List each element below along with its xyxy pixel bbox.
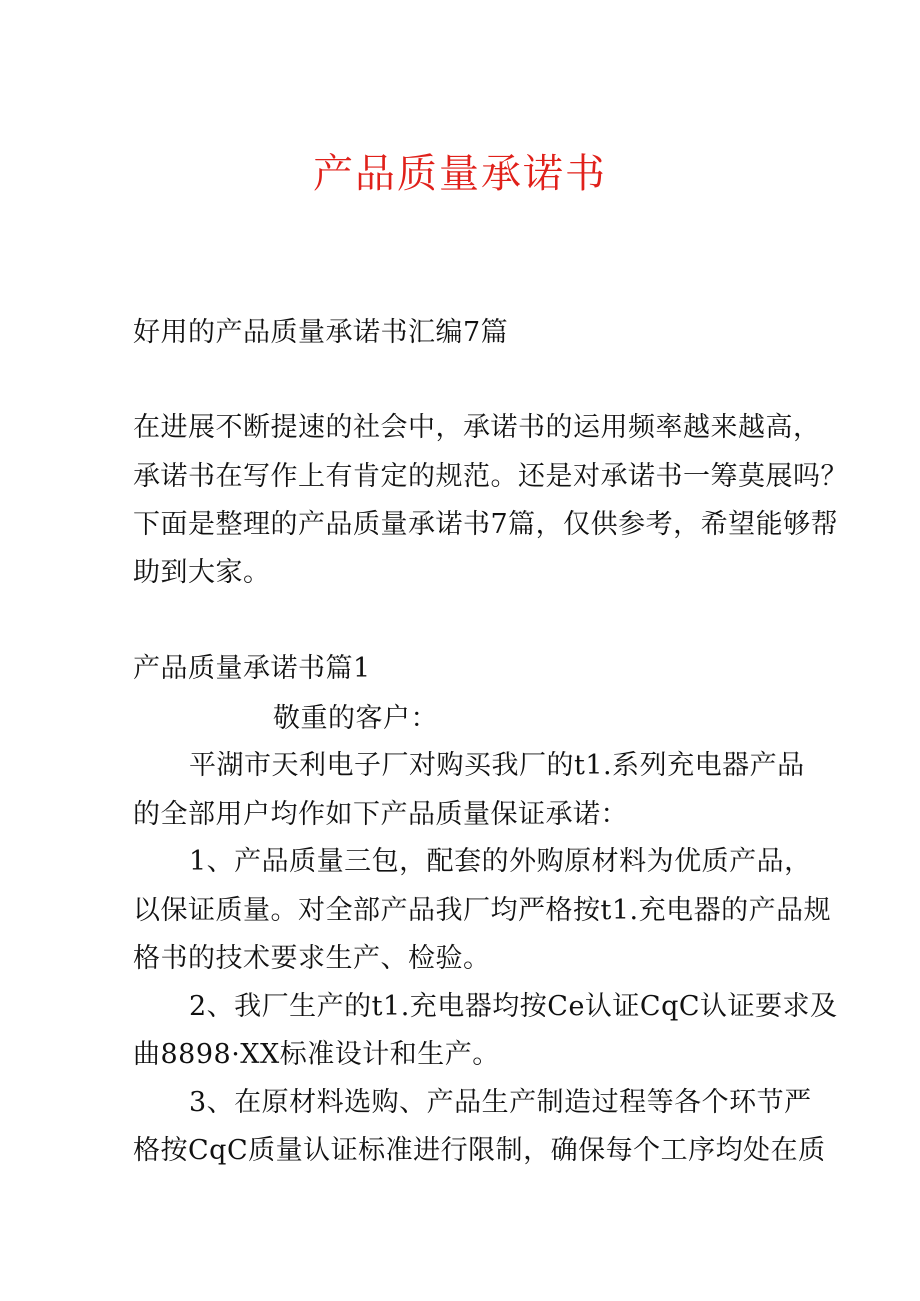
body-line-9: 格按CqC质量认证标准进行限制，确保每个工序均处在质 xyxy=(133,1135,826,1166)
body-line-3: 1、产品质量三包，配套的外购原材料为优质产品， xyxy=(189,846,812,877)
body-line-4: 以保证质量。对全部产品我厂均严格按t1.充电器的产品规 xyxy=(133,895,832,926)
intro-line-2: 承诺书在写作上有肯定的规范。还是对承诺书一筹莫展吗？ xyxy=(133,461,848,492)
intro-line-3: 下面是整理的产品质量承诺书7篇，仅供参考，希望能够帮 xyxy=(133,509,839,540)
body-line-8: 3、在原材料选购、产品生产制造过程等各个环节严 xyxy=(189,1087,812,1118)
body-line-5: 格书的技术要求生产、检验。 xyxy=(133,943,491,974)
body-line-6: 2、我厂生产的t1.充电器均按Ce认证CqC认证要求及 xyxy=(189,991,838,1022)
body-line-2: 的全部用户均作如下产品质量保证承诺： xyxy=(133,799,628,830)
body-line-7: 曲8898·XX标准设计和生产。 xyxy=(133,1039,500,1070)
body-line-1: 平湖市天利电子厂对购买我厂的t1.系列充电器产品 xyxy=(189,750,805,781)
salutation: 敬重的客户： xyxy=(273,703,438,734)
intro-line-4: 助到大家。 xyxy=(133,557,271,588)
document-title: 产品质量承诺书 xyxy=(313,151,607,197)
document-subtitle: 好用的产品质量承诺书汇编7篇 xyxy=(133,317,509,348)
section-heading: 产品质量承诺书篇1 xyxy=(133,653,371,684)
intro-line-1: 在进展不断提速的社会中，承诺书的运用频率越来越高， xyxy=(133,412,821,443)
